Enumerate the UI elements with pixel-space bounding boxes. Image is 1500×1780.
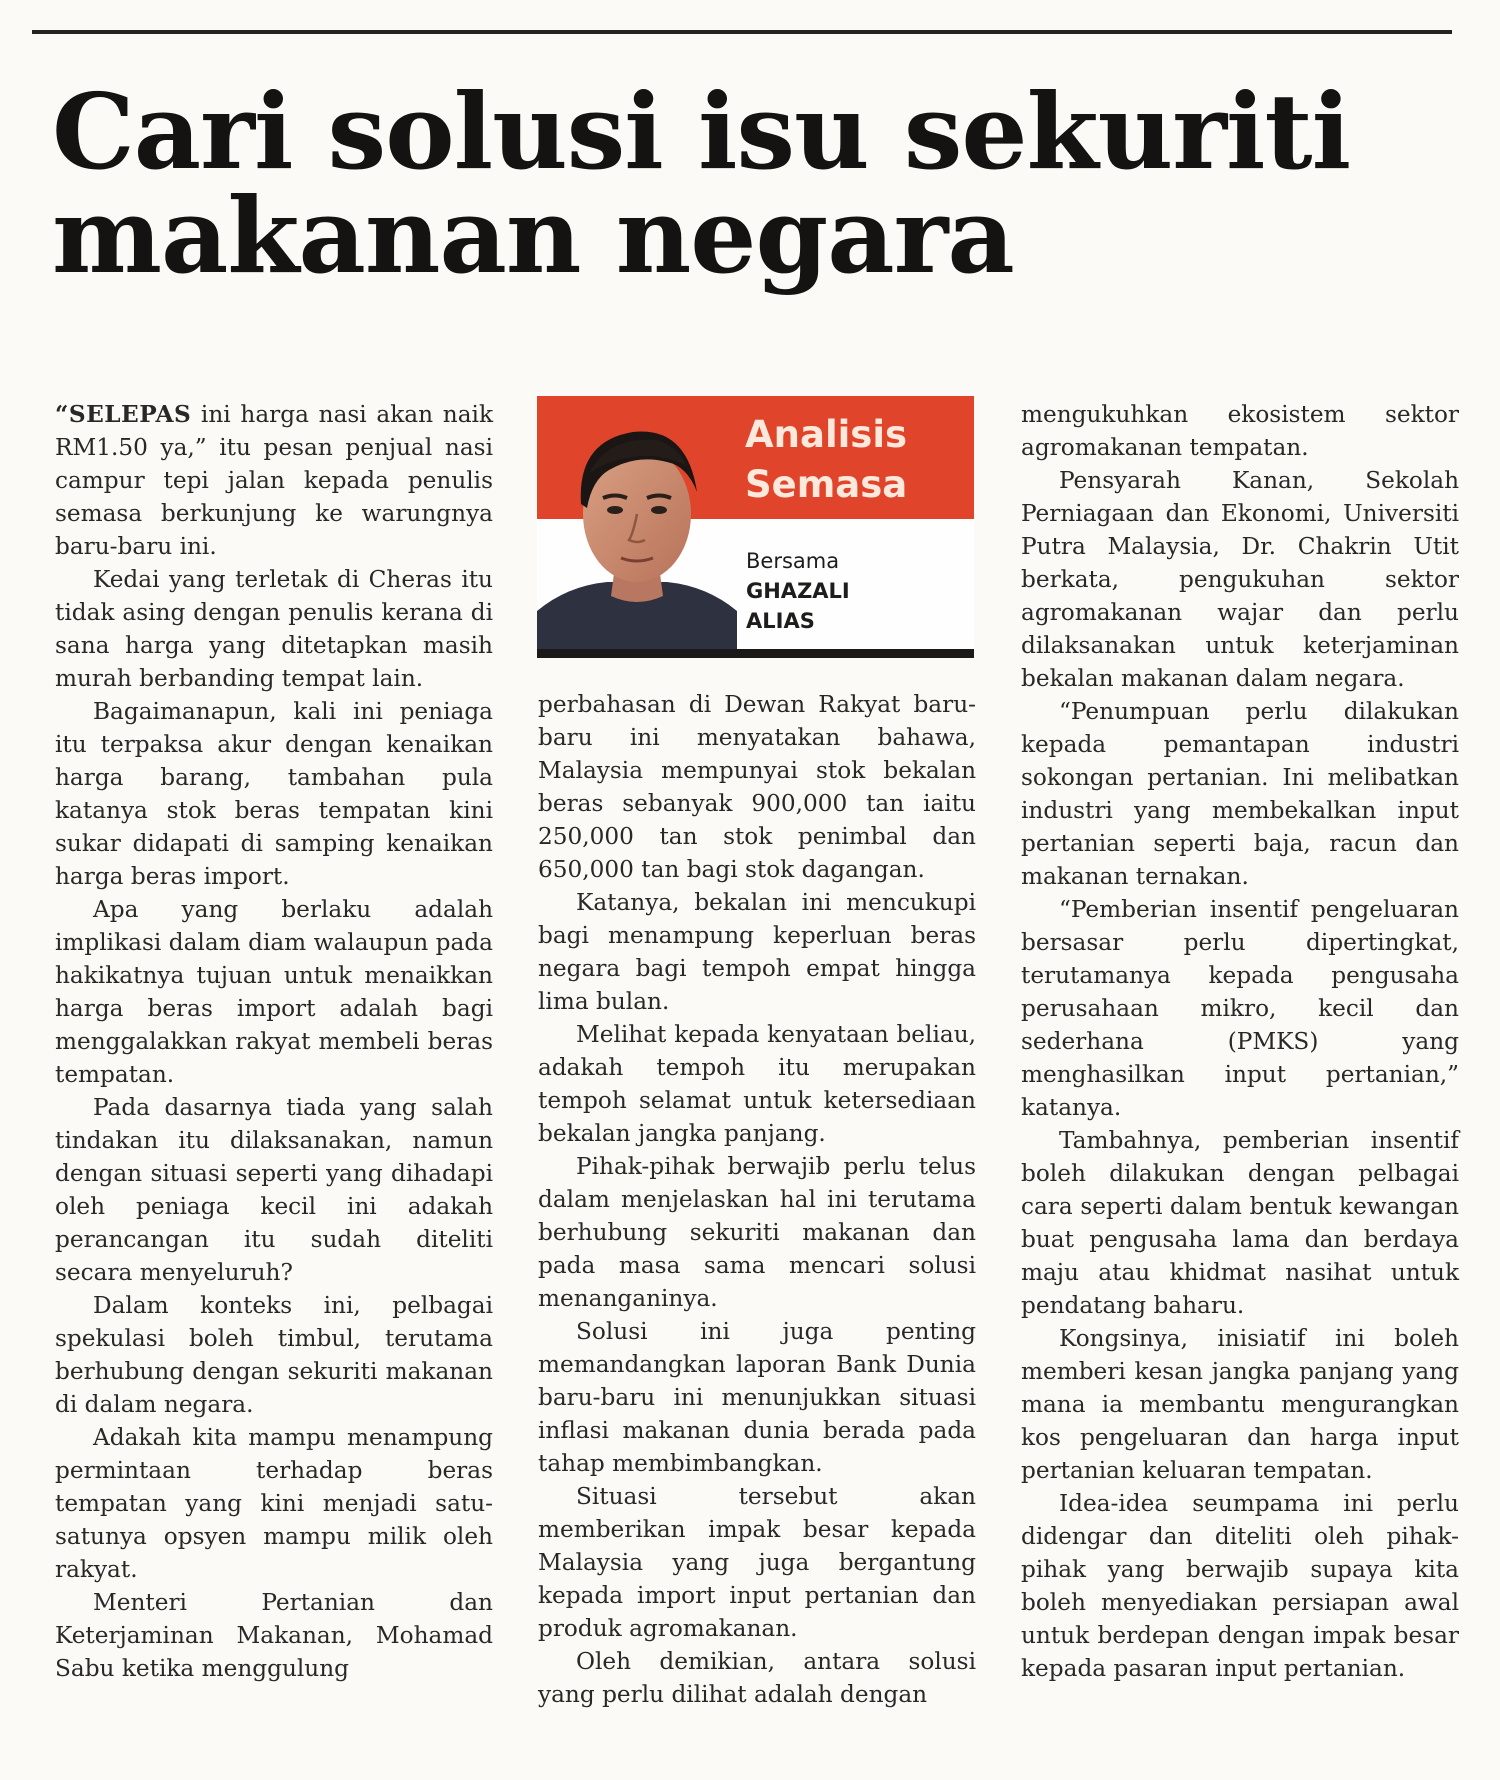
author-portrait <box>537 396 737 649</box>
byline-prefix: Bersama <box>746 549 840 573</box>
paragraph: “Pemberian insentif pengeluaran bersasar perlu dipertingkat, terutamanya kepada pengusaha perusahaan mikro, kecil dan sederhana (PMKS) yang menghasilkan input pertanian,” katanya. <box>1021 896 1459 1121</box>
author-name: GHAZALI ALIAS <box>746 579 850 633</box>
paragraph: Katanya, bekalan ini mencukupi bagi menampung keperluan beras negara bagi tempoh empat hingga lima bulan. <box>538 889 976 1015</box>
paragraph: Melihat kepada kenyataan beliau, adakah tempoh itu merupakan tempoh selamat untuk ketersediaan bekalan jangka panjang. <box>538 1021 976 1147</box>
byline <box>746 546 966 636</box>
article-column-3 <box>1021 398 1459 1685</box>
headline: Cari solusi isu sekuriti makanan negara <box>52 70 1351 297</box>
paragraph: Kongsinya, inisiatif ini boleh memberi kesan jangka panjang yang mana ia membantu mengurangkan kos pengeluaran dan harga input pertanian keluaran tempatan. <box>1021 1325 1459 1484</box>
banner-title: Analisis Semasa <box>745 413 908 506</box>
paragraph: mengukuhkan ekosistem sektor agromakanan tempatan. <box>1021 401 1459 461</box>
paragraph: Dalam konteks ini, pelbagai spekulasi boleh timbul, terutama berhubung dengan sekuriti makanan di dalam negara. <box>55 1292 493 1418</box>
paragraph: Idea-idea seumpama ini perlu didengar dan diteliti oleh pihak-pihak yang berwajib supaya kita boleh menyediakan persiapan awal untuk berdepan dengan impak besar kepada pasaran input pertanian. <box>1021 1490 1459 1682</box>
paragraph: Oleh demikian, antara solusi yang perlu dilihat adalah dengan <box>538 1648 976 1708</box>
paragraph: perbahasan di Dewan Rakyat baru-baru ini menyatakan bahawa, Malaysia mempunyai stok bekalan beras sebanyak 900,000 tan iaitu 250,000 tan stok penimbal dan 650,000 tan bagi stok dagangan. <box>538 691 976 883</box>
paragraph <box>55 398 493 563</box>
paragraph: Pihak-pihak berwajib perlu telus dalam menjelaskan hal ini terutama berhubung sekuriti makanan dan pada masa sama mencari solusi menanganinya. <box>538 1153 976 1312</box>
paragraph: Apa yang berlaku adalah implikasi dalam diam walaupun pada hakikatnya tujuan untuk menaikkan harga beras import adalah bagi menggalakkan rakyat membeli beras tempatan. <box>55 896 493 1088</box>
paragraph: “Penumpuan perlu dilakukan kepada pemantapan industri sokongan pertanian. Ini melibatkan industri yang membekalkan input pertanian seperti baja, racun dan makanan ternakan. <box>1021 698 1459 890</box>
paragraph: Situasi tersebut akan memberikan impak besar kepada Malaysia yang juga bergantung kepada import input pertanian dan produk agromakanan. <box>538 1483 976 1642</box>
article-column-1 <box>55 398 493 1685</box>
paragraph: Menteri Pertanian dan Keterjaminan Makanan, Mohamad Sabu ketika menggulung <box>55 1589 493 1682</box>
top-rule <box>32 30 1452 34</box>
article-column-2 <box>538 688 976 1711</box>
column-banner <box>537 396 974 658</box>
paragraph: Solusi ini juga penting memandangkan laporan Bank Dunia baru-baru ini menunjukkan situasi inflasi makanan dunia berada pada tahap membimbangkan. <box>538 1318 976 1477</box>
lead-word: “SELEPAS <box>55 401 192 428</box>
paragraph: Kedai yang terletak di Cheras itu tidak asing dengan penulis kerana di sana harga yang ditetapkan masih murah berbanding tempat lain. <box>55 566 493 692</box>
paragraph-text: ini harga nasi akan naik RM1.50 ya,” itu pesan penjual nasi campur tepi jalan kepada penulis semasa berkunjung ke warungnya baru-baru ini. <box>55 401 493 560</box>
paragraph: Pada dasarnya tiada yang salah tindakan itu dilaksanakan, namun dengan situasi seperti yang dihadapi oleh peniaga kecil ini adakah perancangan itu sudah diteliti secara menyeluruh? <box>55 1094 493 1286</box>
paragraph: Adakah kita mampu menampung permintaan terhadap beras tempatan yang kini menjadi satu-satunya opsyen mampu milik oleh rakyat. <box>55 1424 493 1583</box>
paragraph: Pensyarah Kanan, Sekolah Perniagaan dan Ekonomi, Universiti Putra Malaysia, Dr. Chakrin Utit berkata, pengukuhan sektor agromakanan wajar dan perlu dilaksanakan untuk keterjaminan bekalan makanan dalam negara. <box>1021 467 1459 692</box>
paragraph: Bagaimanapun, kali ini peniaga itu terpaksa akur dengan kenaikan harga barang, tambahan pula katanya stok beras tempatan kini sukar didapati di samping kenaikan harga beras import. <box>55 698 493 890</box>
paragraph: Tambahnya, pemberian insentif boleh dilakukan dengan pelbagai cara seperti dalam bentuk kewangan buat pengusaha lama dan berdaya maju atau khidmat nasihat untuk pendatang baharu. <box>1021 1127 1459 1319</box>
